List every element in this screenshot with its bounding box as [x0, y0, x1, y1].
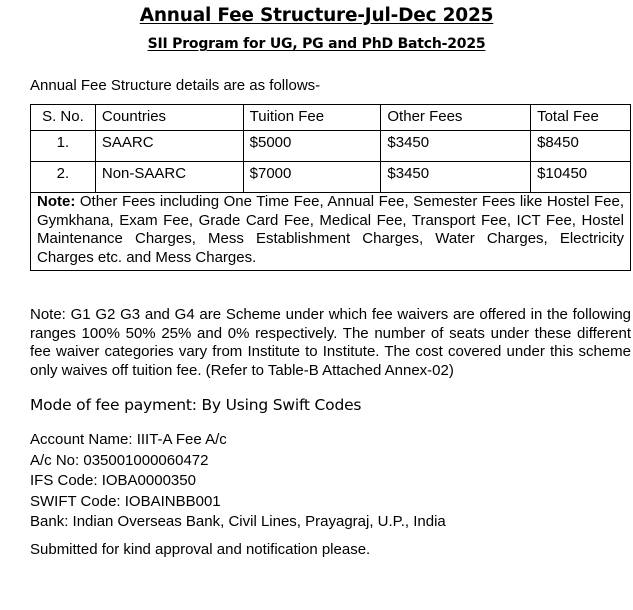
- column-header-total-fee: Total Fee: [531, 105, 631, 131]
- account-name: Account Name: IIIT-A Fee A/c: [30, 431, 227, 448]
- cell-total-fee: $8450: [531, 131, 631, 162]
- cell-total-fee: $10450: [531, 162, 631, 193]
- bank-name: Bank: Indian Overseas Bank, Civil Lines, Prayagraj, U.P., India: [30, 513, 446, 530]
- intro-text: Annual Fee Structure details are as follows-: [30, 77, 321, 94]
- table-header-row: [31, 105, 631, 131]
- document-title: Annual Fee Structure-Jul-Dec 2025: [139, 5, 494, 26]
- table-row: [31, 162, 631, 193]
- account-number: A/c No: 035001000060472: [30, 451, 209, 469]
- table-note-cell: [31, 193, 631, 271]
- closing-text: Submitted for kind approval and notification please.: [30, 541, 371, 558]
- account-details: [30, 430, 446, 533]
- cell-tuition-fee: $7000: [243, 162, 381, 193]
- cell-other-fees: $3450: [381, 131, 531, 162]
- cell-country: Non-SAARC: [95, 162, 243, 193]
- note-text: Other Fees including One Time Fee, Annual Fee, Semester Fees like Hostel Fee, Gymkhana, Exam Fee, Grade Card Fee, Medical Fee, Transport Fee, ICT Fee, Hostel Maintenance Charges, Mess Establishment Charges, Water Charges, Electricity Charges etc. and Mess Charges.: [37, 193, 624, 266]
- column-header-other-fees: Other Fees: [381, 105, 531, 131]
- cell-country: SAARC: [95, 131, 243, 162]
- note-label: Note:: [37, 193, 76, 210]
- column-header-tuition-fee: Tuition Fee: [243, 105, 381, 131]
- column-header-sno: S. No.: [31, 105, 96, 131]
- cell-other-fees: $3450: [381, 162, 531, 193]
- cell-tuition-fee: $5000: [243, 131, 381, 162]
- swift-code: SWIFT Code: IOBAINBB001: [30, 492, 221, 510]
- fee-table: [30, 104, 631, 271]
- document-subtitle: SII Program for UG, PG and PhD Batch-2025: [147, 36, 486, 52]
- cell-sno: 2.: [31, 162, 96, 193]
- payment-mode-heading: Mode of fee payment: By Using Swift Codes: [30, 396, 362, 414]
- fee-waiver-note: Note: G1 G2 G3 and G4 are Scheme under which fee waivers are offered in the following ranges 100% 50% 25% and 0% respectively. The number of seats under these different fee waiver categories vary from Institute to Institute. The cost covered under this scheme only waives off tuition fee. (Refer to Table-B Attached Annex-02): [30, 306, 631, 379]
- ifs-code: IFS Code: IOBA0000350: [30, 472, 196, 489]
- column-header-countries: Countries: [95, 105, 243, 131]
- table-note-row: [31, 193, 631, 271]
- cell-sno: 1.: [31, 131, 96, 162]
- table-row: [31, 131, 631, 162]
